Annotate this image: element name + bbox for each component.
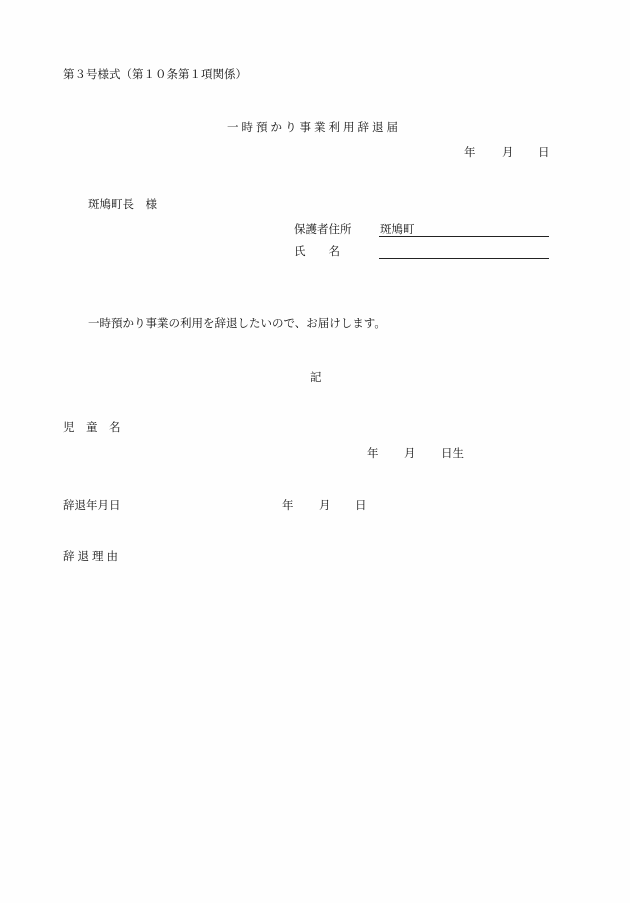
guardian-address-underline — [379, 236, 549, 237]
guardian-address-value: 斑鳩町 — [380, 222, 415, 236]
addressee: 斑鳩町長 様 — [88, 197, 157, 211]
withdrawal-date-year: 年 — [282, 498, 294, 512]
submission-date-year: 年 — [464, 145, 476, 159]
form-number: 第３号様式（第１０条第１項関係） — [63, 67, 247, 81]
guardian-name-underline — [379, 258, 549, 259]
guardian-address-label: 保護者住所 — [294, 222, 352, 236]
withdrawal-date-month: 月 — [319, 498, 331, 512]
birth-date-month: 月 — [404, 446, 416, 460]
withdrawal-date-label: 辞退年月日 — [63, 498, 121, 512]
child-name-label: 児 童 名 — [63, 420, 121, 434]
withdrawal-date-day: 日 — [355, 498, 367, 512]
document-title: 一時預かり事業利用辞退届 — [227, 120, 401, 134]
body-text: 一時預かり事業の利用を辞退したいので、お届けします。 — [88, 316, 386, 330]
ki-mark: 記 — [310, 370, 322, 384]
submission-date-month: 月 — [502, 145, 514, 159]
birth-date-year: 年 — [367, 446, 379, 460]
withdrawal-reason-label: 辞退理由 — [63, 549, 121, 563]
birth-date-day: 日生 — [441, 446, 464, 460]
guardian-name-label: 氏 名 — [294, 244, 340, 258]
submission-date-day: 日 — [538, 145, 550, 159]
